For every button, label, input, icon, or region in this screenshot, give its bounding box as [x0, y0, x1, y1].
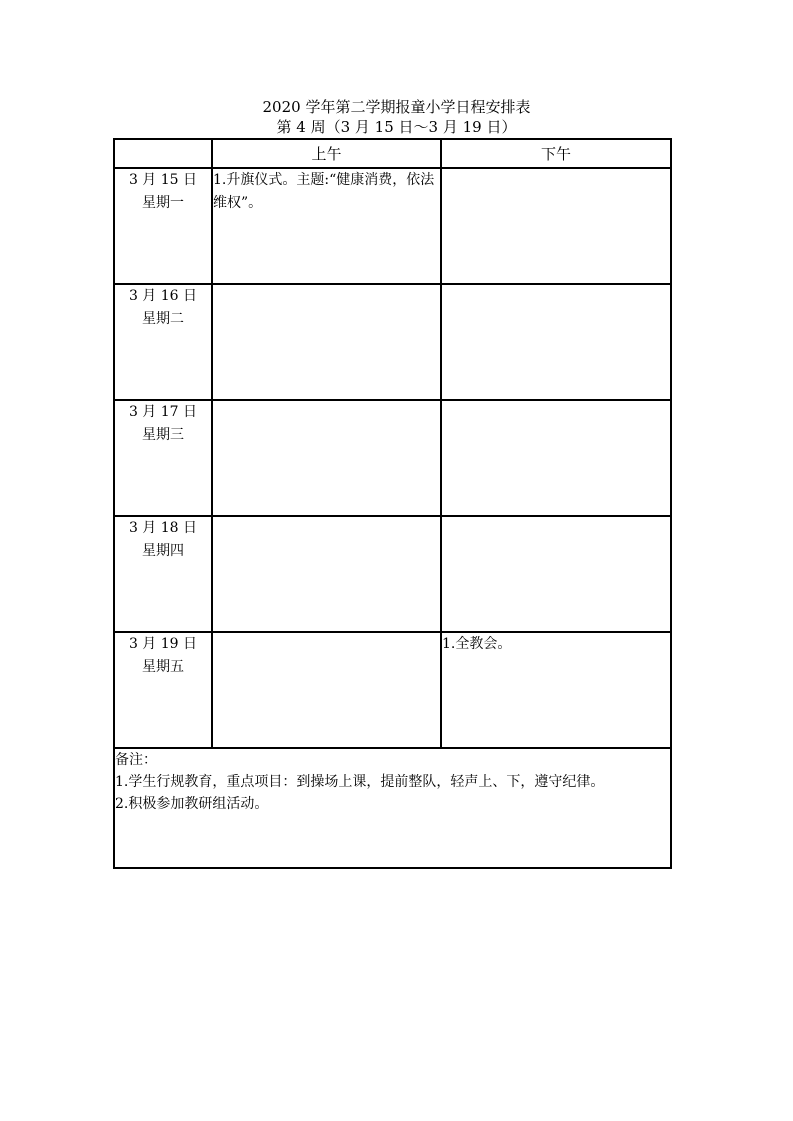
header-morning: 上午: [212, 139, 441, 168]
morning-cell: [212, 400, 441, 516]
afternoon-cell: [441, 168, 671, 284]
schedule-table: [113, 138, 672, 869]
afternoon-text: 1.全教会。: [442, 636, 512, 652]
weekday-label: 星期一: [142, 195, 184, 211]
afternoon-cell: [441, 400, 671, 516]
weekday-label: 星期三: [142, 427, 184, 443]
date-cell: [114, 168, 212, 284]
date-label: 3 月 16 日: [128, 288, 198, 304]
note-item: 2.积极参加教研组活动。: [115, 796, 269, 812]
table-row: [114, 168, 671, 284]
header-afternoon: 下午: [441, 139, 671, 168]
page-title: 2020 学年第二学期报童小学日程安排表: [262, 98, 531, 116]
date-label: 3 月 18 日: [128, 520, 198, 536]
table-row: [114, 400, 671, 516]
note-item: 1.学生行规教育，重点项目：到操场上课，提前整队，轻声上、下，遵守纪律。: [115, 774, 605, 790]
date-label: 3 月 15 日: [128, 172, 198, 188]
afternoon-cell: [441, 284, 671, 400]
table-row: [114, 632, 671, 748]
morning-text: 1.升旗仪式。主题:“健康消费，依法维权”。: [213, 172, 435, 211]
date-cell: [114, 400, 212, 516]
weekday-label: 星期二: [142, 311, 184, 327]
table-row: [114, 284, 671, 400]
weekday-label: 星期五: [142, 659, 184, 675]
afternoon-cell: [441, 516, 671, 632]
morning-cell: [212, 632, 441, 748]
page-subtitle: 第 4 周（3 月 15 日～3 月 19 日）: [276, 118, 517, 136]
date-label: 3 月 19 日: [128, 636, 198, 652]
notes-row: [114, 748, 671, 868]
morning-cell: [212, 516, 441, 632]
header-row: [114, 139, 671, 168]
morning-cell: [212, 284, 441, 400]
notes-cell: [114, 748, 671, 868]
notes-label: 备注：: [115, 752, 157, 768]
weekday-label: 星期四: [142, 543, 184, 559]
afternoon-cell: [441, 632, 671, 748]
date-cell: [114, 632, 212, 748]
table-row: [114, 516, 671, 632]
morning-cell: [212, 168, 441, 284]
date-cell: [114, 516, 212, 632]
date-label: 3 月 17 日: [128, 404, 198, 420]
date-cell: [114, 284, 212, 400]
header-date: [114, 139, 212, 168]
